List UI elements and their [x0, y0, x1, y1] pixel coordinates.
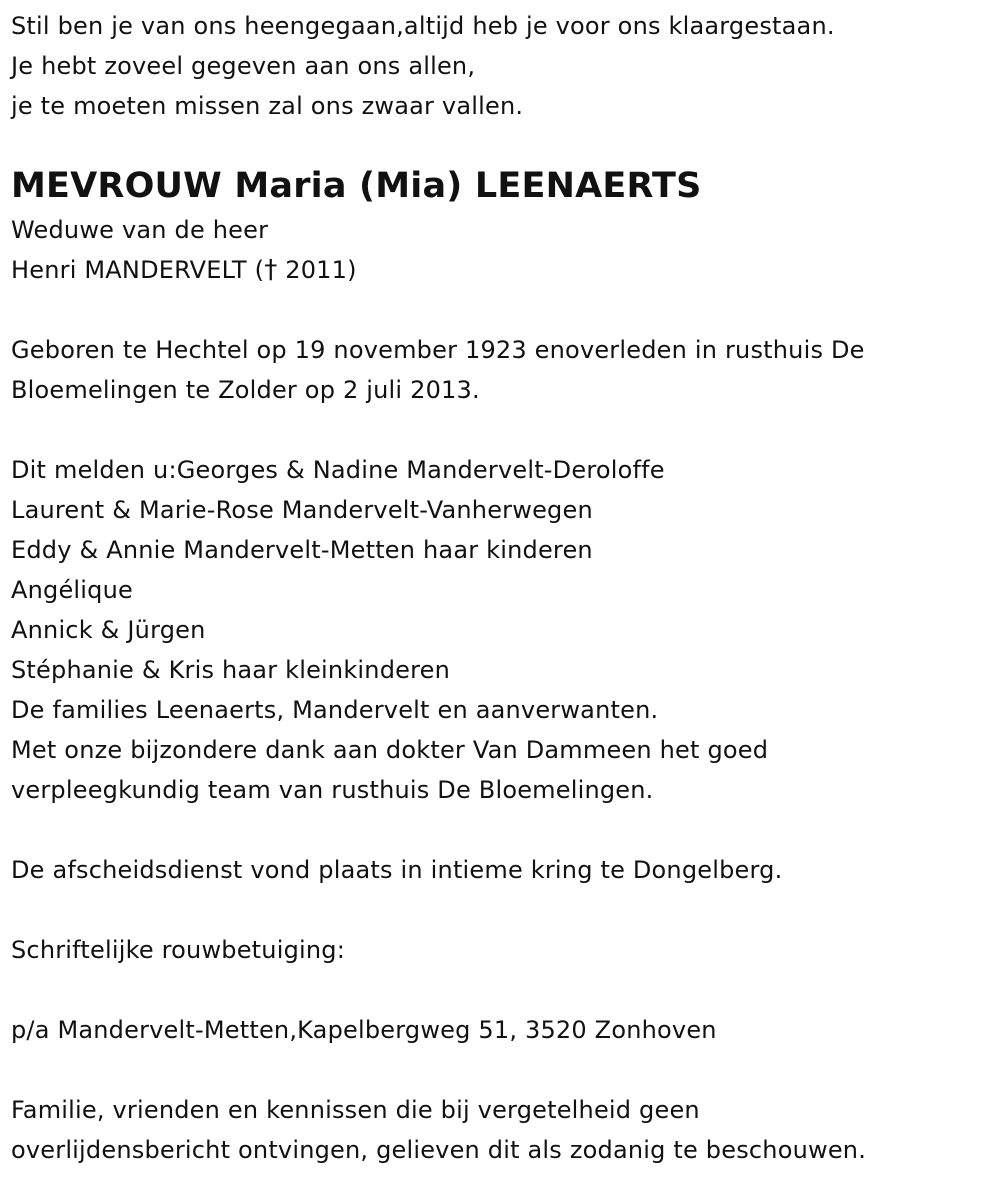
announcer-line: Angélique — [11, 576, 133, 604]
announcer-line: Laurent & Marie-Rose Mandervelt-Vanherwegen — [11, 496, 593, 524]
birth-death-paragraph — [11, 330, 991, 410]
closing-line: overlijdensbericht ontvingen, gelieven dit als zodanig te beschouwen. — [11, 1136, 867, 1164]
announcers-paragraph — [11, 450, 991, 810]
spacer — [11, 290, 991, 330]
condolence-address: p/a Mandervelt-Metten,Kapelbergweg 51, 3520 Zonhoven — [11, 1016, 717, 1044]
spacer — [11, 970, 991, 1010]
spacer — [11, 810, 991, 850]
announcer-line: Eddy & Annie Mandervelt-Metten haar kinderen — [11, 536, 593, 564]
widow-line: Weduwe van de heer — [11, 216, 269, 244]
cross-icon: † — [264, 255, 278, 285]
announcer-line: De families Leenaerts, Mandervelt en aanverwanten. — [11, 696, 659, 724]
announcer-line: Stéphanie & Kris haar kleinkinderen — [11, 656, 451, 684]
birth-death-line: Bloemelingen te Zolder op 2 juli 2013. — [11, 376, 480, 404]
announcer-line: verpleegkundig team van rusthuis De Bloemelingen. — [11, 776, 654, 804]
poem-line: Je hebt zoveel gegeven aan ons allen, — [11, 52, 476, 80]
condolence-label: Schriftelijke rouwbetuiging: — [11, 936, 346, 964]
spacer — [11, 410, 991, 450]
closing-line: Familie, vrienden en kennissen die bij vergetelheid geen — [11, 1096, 700, 1124]
spouse-line — [11, 250, 991, 290]
announcer-line: Annick & Jürgen — [11, 616, 206, 644]
spacer — [11, 1050, 991, 1090]
spacer — [11, 890, 991, 930]
poem-line: Stil ben je van ons heengegaan,altijd heb je voor ons klaargestaan. — [11, 12, 835, 40]
closing-paragraph — [11, 1090, 991, 1170]
service-line: De afscheidsdienst vond plaats in intieme kring te Dongelberg. — [11, 856, 783, 884]
spouse-death-year: 2011) — [277, 256, 357, 284]
poem — [11, 6, 991, 126]
birth-death-line: Geboren te Hechtel op 19 november 1923 enoverleden in rusthuis De — [11, 336, 865, 364]
announcer-line: Met onze bijzondere dank aan dokter Van Dammeen het goed — [11, 736, 769, 764]
obituary-document — [11, 6, 991, 1170]
announcer-line: Dit melden u:Georges & Nadine Mandervelt-Deroloffe — [11, 456, 665, 484]
poem-line: je te moeten missen zal ons zwaar vallen. — [11, 92, 524, 120]
spouse-name: Henri MANDERVELT ( — [11, 256, 265, 284]
deceased-name: MEVROUW Maria (Mia) LEENAERTS — [11, 166, 702, 206]
